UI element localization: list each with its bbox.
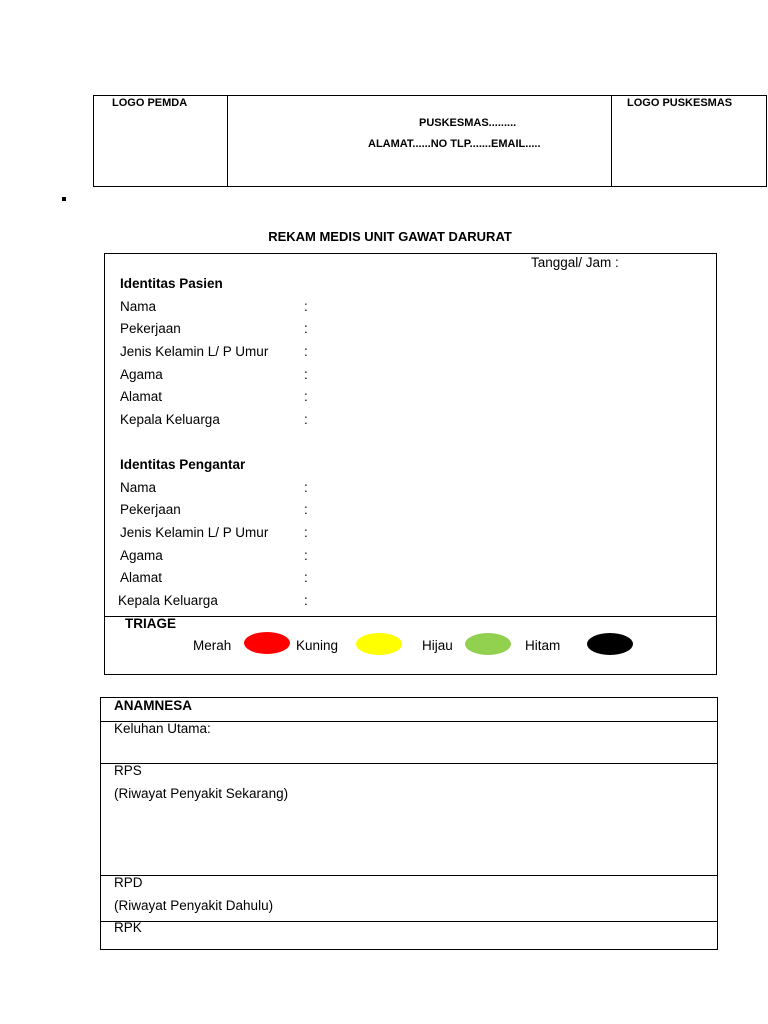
field-colon: : [304,389,308,404]
logo-pemda-placeholder: LOGO PEMDA [112,97,188,109]
triage-red-circle[interactable] [244,632,290,654]
anamnesa-heading: ANAMNESA [114,698,193,713]
escort-field-label: Alamat [120,570,163,585]
patient-field-label: Kepala Keluarga [120,412,220,427]
contact-line: ALAMAT......NO TLP.......EMAIL..... [368,138,541,150]
rpd-label: RPD [114,875,143,890]
escort-field-label: Nama [120,480,157,495]
field-colon: : [304,570,308,585]
field-colon: : [304,548,308,563]
patient-field-label: Agama [120,367,163,382]
field-colon: : [304,480,308,495]
keluhan-utama-label: Keluhan Utama: [114,721,211,736]
anamnesa-section [100,697,718,950]
field-colon: : [304,344,308,359]
field-colon: : [304,299,308,314]
rpd-description: (Riwayat Penyakit Dahulu) [114,898,274,913]
identity-section [104,253,717,675]
escort-field-label: Agama [120,548,163,563]
patient-field-label: Alamat [120,389,163,404]
patient-heading: Identitas Pasien [120,276,223,291]
triage-label-hitam: Hitam [525,638,561,653]
field-colon: : [304,321,308,336]
triage-yellow-circle[interactable] [356,633,402,655]
field-colon: : [304,593,308,608]
document-title: REKAM MEDIS UNIT GAWAT DARURAT [268,229,512,244]
field-colon: : [304,502,308,517]
row-divider [101,921,717,922]
row-divider [101,875,717,876]
rps-description: (Riwayat Penyakit Sekarang) [114,786,289,801]
field-colon: : [304,525,308,540]
rps-label: RPS [114,763,142,778]
patient-field-label: Nama [120,299,157,314]
triage-green-circle[interactable] [465,633,511,655]
triage-label-kuning: Kuning [296,638,339,653]
field-colon: : [304,412,308,427]
bullet-mark [62,197,66,201]
date-time-label: Tanggal/ Jam : [531,255,619,270]
logo-puskesmas-placeholder: LOGO PUSKESMAS [627,97,733,109]
triage-label-hijau: Hijau [422,638,453,653]
escort-heading: Identitas Pengantar [120,457,246,472]
escort-field-label: Jenis Kelamin L/ P Umur [120,525,269,540]
letterhead-table [93,95,767,187]
field-colon: : [304,367,308,382]
escort-field-label: Pekerjaan [120,502,181,517]
triage-heading: TRIAGE [125,616,177,631]
rpk-label: RPK [114,920,142,935]
puskesmas-name: PUSKESMAS......... [419,117,517,129]
letterhead-divider [227,96,228,186]
triage-label-merah: Merah [193,638,232,653]
patient-field-label: Pekerjaan [120,321,181,336]
triage-black-circle[interactable] [587,633,633,655]
row-divider [101,763,717,764]
letterhead-divider [611,96,612,186]
escort-field-label: Kepala Keluarga [118,593,218,608]
triage-divider [105,616,716,617]
patient-field-label: Jenis Kelamin L/ P Umur [120,344,269,359]
